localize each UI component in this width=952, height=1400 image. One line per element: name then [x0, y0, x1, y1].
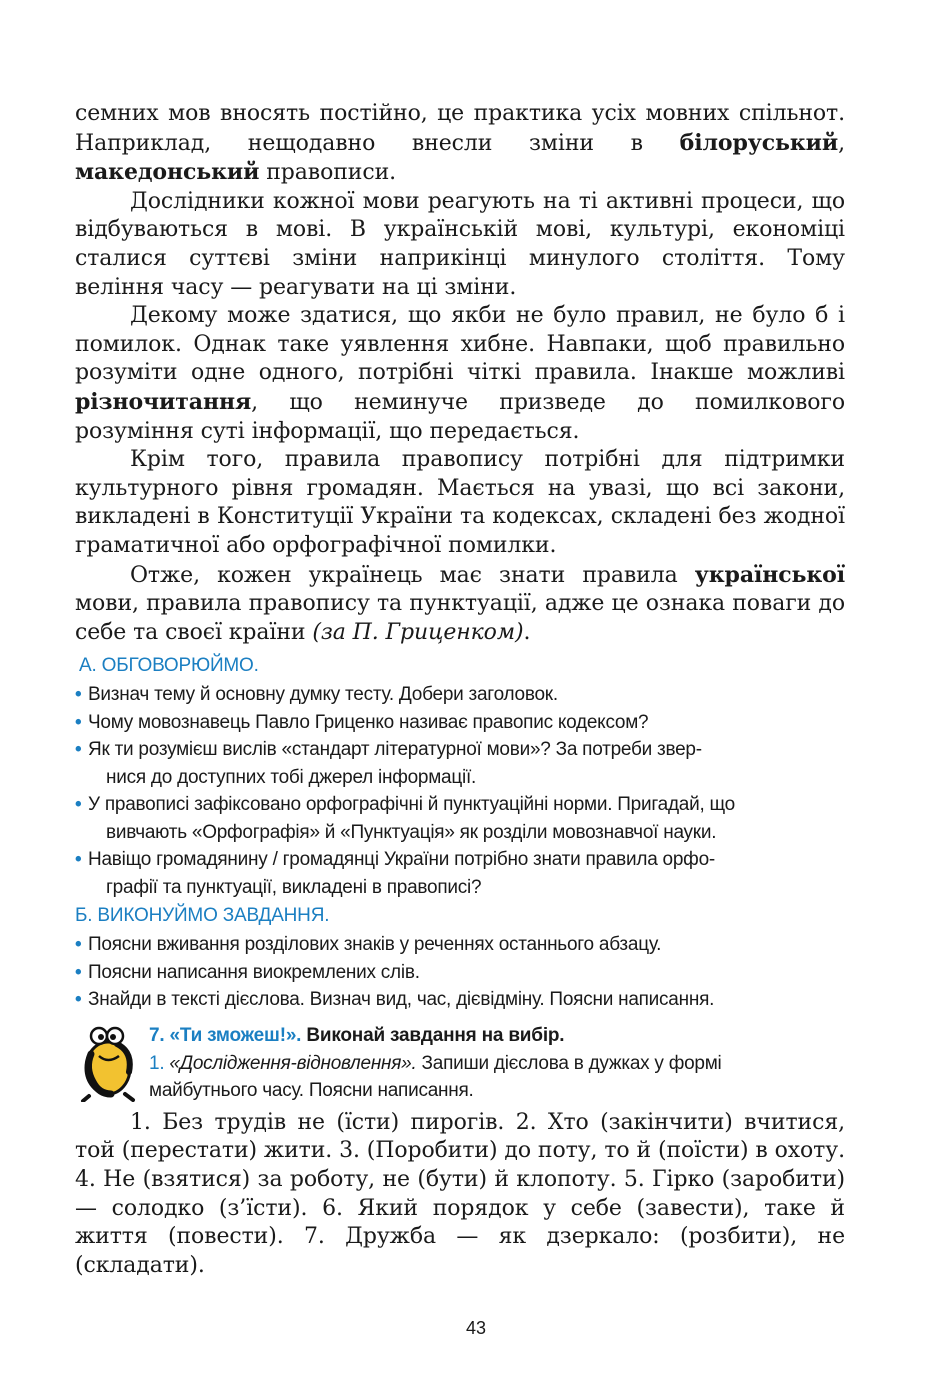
- mascot-icon: [77, 1024, 139, 1102]
- paragraph-3: Декому може здатися, що якби не було правил, не було б і помилок. Однак таке уявлення хибне. Навпаки, щоб правильно розуміти одне одного, потрібні чіткі правила. Інакше можливі різночитання, що неминуче призведе до помилкового розуміння суті інформації, що передається.: [75, 303, 845, 444]
- paragraph-5: Отже, кожен українець має знати правила української мови, правила правопису та пунктуації, адже це ознака поваги до себе та своєї країни (за П. Гриценком).: [75, 561, 845, 645]
- task-block: [75, 1022, 845, 1105]
- bullet-icon: •: [75, 684, 82, 706]
- bullet-icon: •: [75, 989, 82, 1011]
- list-item: • Знайди в тексті дієслова. Визнач вид, час, дієвідміну. Поясни написання.: [75, 986, 845, 1014]
- bold-word: македонський: [75, 159, 260, 186]
- proverbs-exercise: 1. Без трудів не (їсти) пирогів. 2. Хто (закінчити) вчитися, той (перестати) жити. 3. (Поробити) до поту, то й (поїсти) в охоту. 4. Не (взятися) за роботу, не (бути) й клопоту. 5. Гірко (заробити) — солодко (з’їсти). 6. Який порядок у себе (завести), таке й життя (повести). 7. Дружба — як дзеркало: (розбити), не (складати).: [75, 1109, 845, 1278]
- task-title: 7. «Ти зможеш!». Виконай завдання на вибір.: [149, 1024, 565, 1046]
- main-text: [75, 100, 845, 647]
- page-content: [75, 100, 845, 1280]
- bullet-icon: •: [75, 849, 82, 871]
- list-item: • Навіщо громадянину / громадянці України потрібно знати правила орфо- графії та пунктуації, викладені в правописі?: [75, 846, 845, 901]
- bullet-icon: •: [75, 934, 82, 956]
- bold-word: різночитання: [75, 388, 252, 415]
- bullet-icon: •: [75, 961, 82, 983]
- task-subtitle: 1. «Дослідження-відновлення». Запиши дієслова в дужках у формі майбутнього часу. Поясни написання.: [149, 1052, 722, 1102]
- list-item: • У правописі зафіксовано орфографічні й пунктуаційні норми. Пригадай, що вивчають «Орфографія» й «Пунктуація» як розділи мовознавчої науки.: [75, 791, 845, 846]
- paragraph-1: семних мов вносять постійно, це практика усіх мовних спільнот. Наприклад, нещодавно внесли зміни в білоруський, македонський правописи.: [75, 101, 845, 186]
- section-a-list: [75, 681, 845, 901]
- list-item: • Як ти розумієш вислів «стандарт літературної мови»? За потреби звер- нися до доступних тобі джерел інформації.: [75, 736, 845, 791]
- section-b-list: [75, 931, 845, 1014]
- list-item: • Чому мовознавець Павло Гриценко називає правопис кодексом?: [75, 709, 845, 737]
- paragraph-2: Дослідники кожної мови реагують на ті активні процеси, що відбуваються в мові. В українській мові, культурі, економіці сталися суттєві зміни наприкінці минулого століття. Тому веління часу — реагувати на ці зміни.: [75, 188, 845, 300]
- source-citation: (за П. Гриценком): [312, 619, 524, 645]
- bullet-icon: •: [75, 739, 82, 761]
- bullet-icon: •: [75, 711, 82, 733]
- paragraph-4: Крім того, правила правопису потрібні для підтримки культурного рівня громадян. Мається на увазі, що всі закони, викладені в Конституції України та кодексах, складені без жодної граматичної або орфографічної помилки.: [75, 447, 845, 558]
- bold-word: білоруський: [679, 129, 839, 156]
- list-item: • Поясни написання виокремлених слів.: [75, 959, 845, 987]
- list-item: • Поясни вживання розділових знаків у реченнях останнього абзацу.: [75, 931, 845, 959]
- page-number: 43: [465, 1318, 487, 1338]
- list-item: • Визнач тему й основну думку тесту. Добери заголовок.: [75, 681, 845, 709]
- section-a-heading: А. ОБГОВОРЮЙМО.: [79, 655, 259, 677]
- bullet-icon: •: [75, 794, 82, 816]
- bold-word: української: [694, 561, 845, 588]
- section-b-heading: Б. ВИКОНУЙМО ЗАВДАННЯ.: [75, 905, 330, 927]
